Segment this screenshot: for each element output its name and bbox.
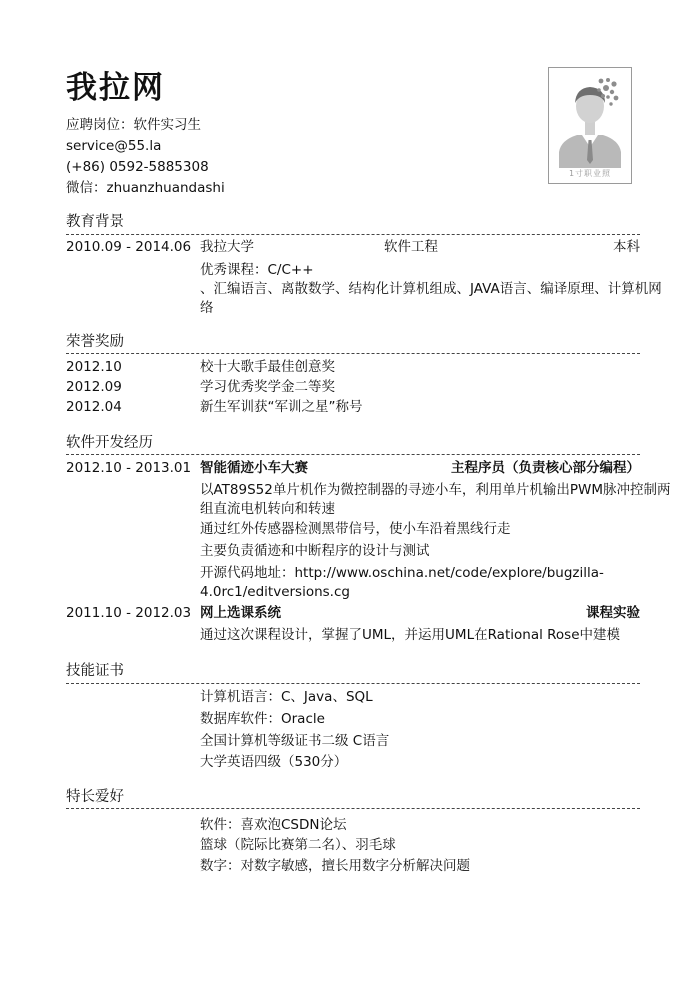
project-name: 网上选课系统: [200, 605, 281, 621]
project-date: 2012.10 - 2013.01: [66, 460, 192, 476]
section-divider: [66, 353, 640, 354]
hobby-item: 篮球（院际比赛第二名）、羽毛球: [200, 837, 396, 853]
section-divider: [66, 234, 640, 235]
section-title-education: 教育背景: [66, 214, 124, 230]
award-text: 新生军训获“军训之星”称号: [200, 399, 363, 415]
person-silhouette-icon: [549, 68, 631, 183]
section-title-skills: 技能证书: [66, 663, 124, 679]
skill-item: 数据库软件：Oracle: [200, 711, 325, 727]
section-title-awards: 荣誉奖励: [66, 334, 124, 350]
education-date: 2010.09 - 2014.06: [66, 239, 192, 255]
project-role: 课程实验: [586, 605, 640, 621]
hobby-item: 数字：对数字敏感，擅长用数字分析解决问题: [200, 858, 470, 874]
award-text: 学习优秀奖学金二等奖: [200, 379, 335, 395]
award-text: 校十大歌手最佳创意奖: [200, 359, 335, 375]
section-divider: [66, 808, 640, 809]
project-date: 2011.10 - 2012.03: [66, 605, 192, 621]
section-title-experience: 软件开发经历: [66, 435, 153, 451]
award-date: 2012.09: [66, 379, 122, 395]
award-date: 2012.04: [66, 399, 122, 415]
section-title-hobbies: 特长爱好: [66, 789, 124, 805]
project-detail-line: 通过这次课程设计，掌握了UML，并运用UML在Rational Rose中建模: [200, 627, 621, 643]
project-detail-line: 通过红外传感器检测黑带信号，使小车沿着黑线行走: [200, 521, 511, 537]
skill-item: 计算机语言：C、Java、SQL: [200, 689, 373, 705]
project-detail-line: 4.0rc1/editversions.cg: [200, 584, 350, 600]
skill-item: 全国计算机等级证书二级 C语言: [200, 733, 390, 749]
project-detail-line: 主要负责循迹和中断程序的设计与测试: [200, 543, 430, 559]
section-divider: [66, 454, 640, 455]
education-degree: 本科: [613, 239, 640, 255]
education-courses-line: 、汇编语言、离散数学、结构化计算机组成、JAVA语言、编译原理、计算机网: [200, 281, 662, 297]
education-school: 我拉大学: [200, 239, 254, 255]
photo-caption: 1寸职业照: [568, 169, 612, 178]
skill-item: 大学英语四级（530分）: [200, 754, 348, 770]
phone-text: (+86) 0592-5885308: [66, 159, 209, 175]
applied-position: 应聘岗位：软件实习生: [66, 117, 201, 133]
project-role: 主程序员（负责核心部分编程）: [451, 460, 640, 476]
wechat-text: 微信：zhuanzhuandashi: [66, 180, 225, 196]
project-name: 智能循迹小车大赛: [200, 460, 308, 476]
education-major: 软件工程: [384, 239, 438, 255]
email-text: service@55.la: [66, 138, 162, 154]
candidate-name: 我拉网: [66, 70, 165, 106]
award-date: 2012.10: [66, 359, 122, 375]
education-courses-line: 络: [200, 300, 214, 316]
project-detail-line: 开源代码地址：http://www.oschina.net/code/explore/bugzilla-: [200, 565, 604, 581]
education-courses-line: 优秀课程：C/C++: [200, 262, 314, 278]
project-detail-line: 组直流电机转向和转速: [200, 501, 335, 517]
profile-photo-placeholder: [548, 67, 632, 184]
hobby-item: 软件：喜欢泡CSDN论坛: [200, 817, 347, 833]
project-detail-line: 以AT89S52单片机作为微控制器的寻迹小车，利用单片机输出PWM脉冲控制两: [200, 482, 671, 498]
section-divider: [66, 683, 640, 684]
